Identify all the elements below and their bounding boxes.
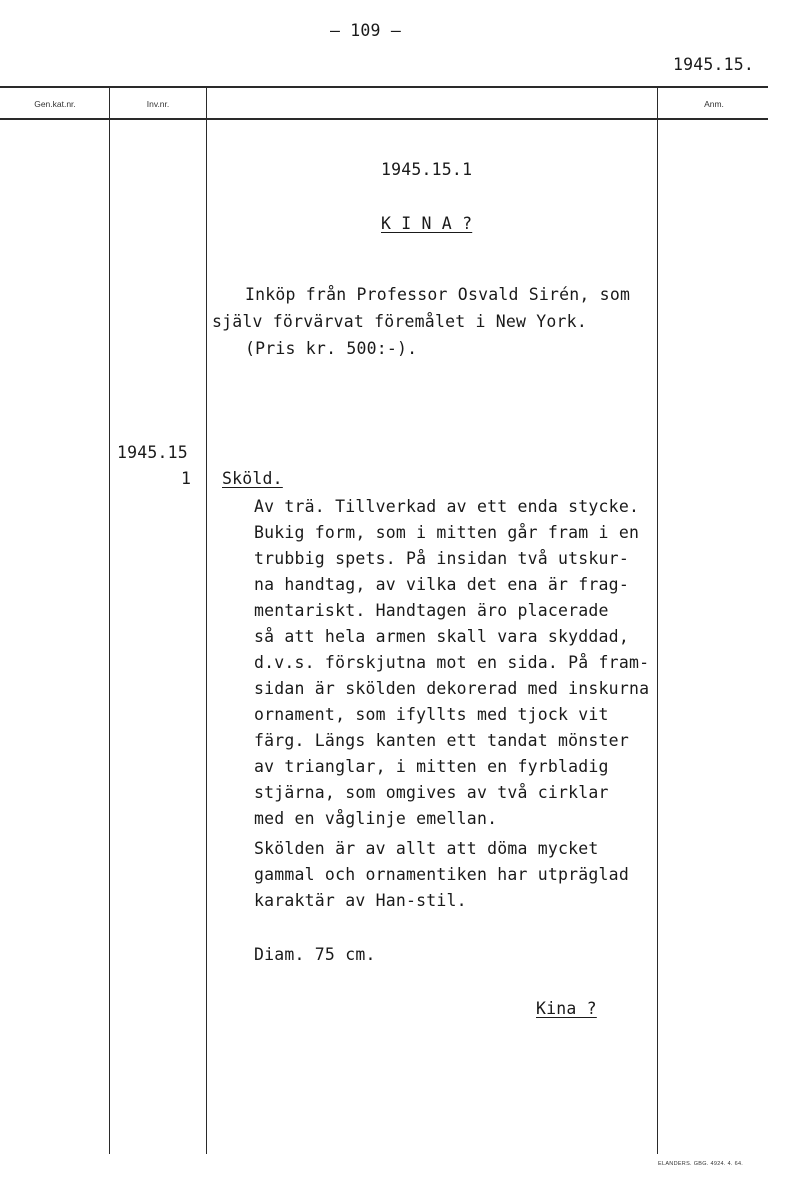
header-bottom-rule (0, 118, 768, 120)
desc-line: sidan är skölden dekorerad med inskurna (254, 679, 650, 698)
desc-line: Bukig form, som i mitten går fram i en (254, 523, 640, 542)
col-divider-2 (206, 88, 207, 1154)
desc-line: av trianglar, i mitten en fyrbladig (254, 757, 609, 776)
header-top-rule (0, 86, 768, 88)
intro-line-3: (Pris kr. 500:-). (245, 339, 418, 358)
desc-line: Av trä. Tillverkad av ett enda stycke. (254, 497, 640, 516)
entry-number: 1945.15.1 (381, 160, 473, 179)
desc-line: na handtag, av vilka det ena är frag- (254, 575, 629, 594)
col-divider-3 (657, 88, 658, 1154)
desc-line: Skölden är av allt att döma mycket (254, 839, 599, 858)
desc-line: d.v.s. förskjutna mot en sida. På fram- (254, 653, 650, 672)
inv-year: 1945.15 (117, 443, 188, 462)
desc-line: färg. Längs kanten ett tandat mönster (254, 731, 629, 750)
col-divider-1 (109, 88, 110, 1154)
col-header-anm: Anm. (704, 99, 724, 109)
country-heading: K I N A ? (381, 214, 473, 233)
desc-line: så att hela armen skall vara skyddad, (254, 627, 629, 646)
desc-line: stjärna, som omgives av två cirklar (254, 783, 609, 802)
intro-line-1: Inköp från Professor Osvald Sirén, som (245, 285, 631, 304)
col-header-genkat: Gen.kat.nr. (34, 99, 76, 109)
desc-line: med en våglinje emellan. (254, 809, 498, 828)
desc-line: karaktär av Han-stil. (254, 891, 467, 910)
col-header-invnr: Inv.nr. (146, 99, 170, 109)
inv-no: 1 (181, 469, 192, 488)
item-title: Sköld. (222, 469, 283, 488)
diameter: Diam. 75 cm. (254, 945, 376, 964)
desc-line: mentariskt. Handtagen äro placerade (254, 601, 609, 620)
desc-line: ornament, som ifyllts med tjock vit (254, 705, 609, 724)
intro-line-2: själv förvärvat föremålet i New York. (212, 312, 587, 331)
origin-label: Kina ? (536, 999, 597, 1018)
desc-line: trubbig spets. På insidan två utskur- (254, 549, 629, 568)
desc-line: gammal och ornamentiken har utpräglad (254, 865, 629, 884)
printer-mark: ELANDERS. GBG. 4924. 4. 64. (658, 1161, 744, 1167)
year-code: 1945.15. (673, 55, 755, 74)
page-number: 109 (350, 21, 381, 40)
